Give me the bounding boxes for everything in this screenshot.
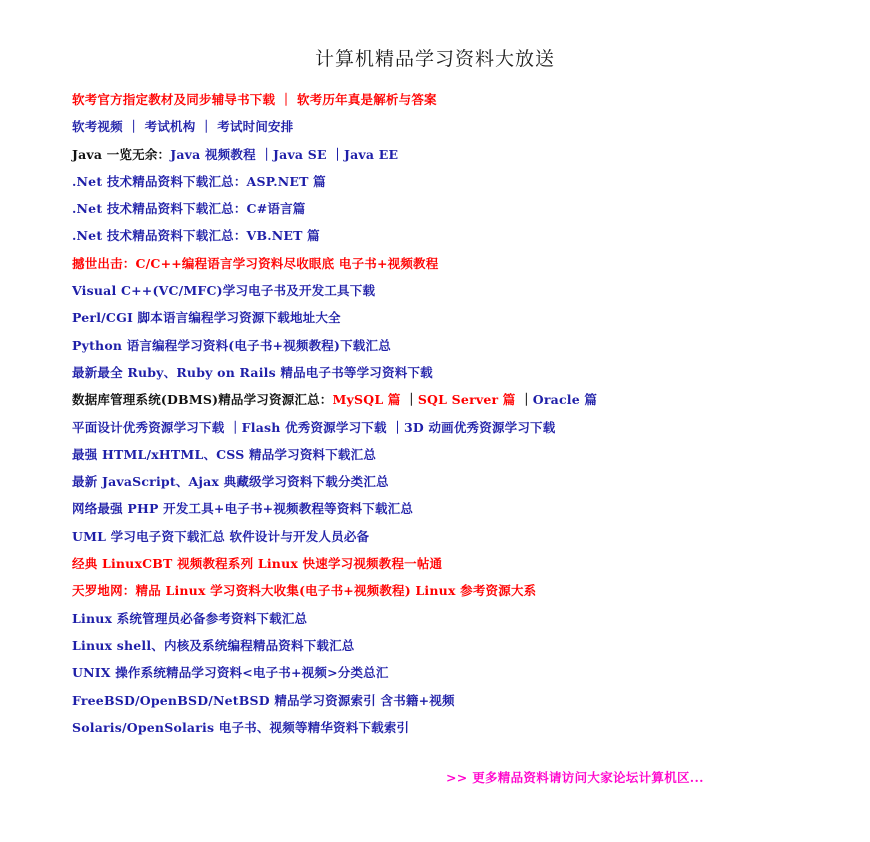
- resource-row: [72, 281, 852, 308]
- resource-link[interactable]: UML 学习电子资下载汇总 软件设计与开发人员必备: [72, 528, 370, 544]
- resource-link[interactable]: 3D 动画优秀资源学习下载: [403, 419, 556, 435]
- row-text: ｜: [195, 119, 218, 135]
- resource-link[interactable]: Oracle 篇: [532, 392, 598, 408]
- resource-row: [72, 172, 852, 199]
- resource-link[interactable]: Java SE: [273, 146, 327, 162]
- resource-link[interactable]: 软考官方指定教材及同步辅导书下载: [72, 92, 276, 107]
- resource-link[interactable]: FreeBSD/OpenBSD/NetBSD 精品学习资源索引 含书籍+视频: [72, 692, 455, 708]
- resource-row: [72, 145, 852, 172]
- resource-link[interactable]: Flash 优秀资源学习下载: [241, 419, 387, 435]
- row-text: ｜: [326, 146, 344, 162]
- resource-row: [72, 308, 852, 335]
- resource-row: [72, 527, 852, 554]
- resource-row: [72, 581, 852, 608]
- resource-row: [72, 691, 852, 718]
- resource-link[interactable]: .Net 技术精品资料下载汇总：ASP.NET 篇: [72, 173, 326, 189]
- resource-link[interactable]: Python 语言编程学习资料(电子书+视频教程)下载汇总: [72, 337, 391, 353]
- resource-link[interactable]: 最强 HTML/xHTML、CSS 精品学习资料下载汇总: [72, 446, 377, 462]
- resource-link[interactable]: 撼世出击：C/C++编程语言学习资料尽收眼底 电子书+视频教程: [72, 255, 439, 271]
- row-text: Java 一览无余：: [72, 146, 171, 162]
- page-title: 计算机精品学习资料大放送: [314, 48, 555, 70]
- resource-link[interactable]: 天罗地网：精品 Linux 学习资料大收集(电子书+视频教程) Linux 参考资源大系: [72, 583, 537, 599]
- resource-row: [72, 418, 852, 445]
- row-text: 数据库管理系统(DBMS)精品学习资源汇总：: [72, 392, 333, 408]
- resource-row: [72, 609, 852, 636]
- resource-link[interactable]: 软考视频: [72, 119, 123, 135]
- resource-link[interactable]: 最新最全 Ruby、Ruby on Rails 精品电子书等学习资料下载: [72, 364, 433, 380]
- row-text: ｜: [386, 419, 404, 435]
- resource-link[interactable]: SQL Server 篇: [417, 392, 516, 408]
- resource-row: [72, 90, 852, 117]
- more-resources-link[interactable]: >> 更多精品资料请访问大家论坛计算机区...: [446, 770, 704, 785]
- resource-link[interactable]: .Net 技术精品资料下载汇总：VB.NET 篇: [72, 228, 320, 244]
- row-text: ｜: [275, 92, 298, 107]
- resource-link[interactable]: Solaris/OpenSolaris 电子书、视频等精华资料下载索引: [72, 719, 410, 735]
- resource-link[interactable]: UNIX 操作系统精品学习资料<电子书+视频>分类总汇: [72, 665, 389, 681]
- resource-row: [72, 554, 852, 581]
- resource-link[interactable]: Perl/CGI 脚本语言编程学习资源下载地址大全: [72, 310, 341, 326]
- resource-row: [72, 472, 852, 499]
- row-text: ｜: [122, 119, 145, 135]
- resource-row: [72, 336, 852, 363]
- resource-link[interactable]: 软考历年真是解析与答案: [297, 92, 437, 107]
- resource-row: [72, 718, 852, 745]
- row-text: ｜: [400, 392, 418, 408]
- resource-row: [72, 254, 852, 281]
- row-text: ｜: [224, 419, 242, 435]
- resource-link[interactable]: Visual C++(VC/MFC)学习电子书及开发工具下载: [72, 283, 376, 299]
- resource-link[interactable]: 平面设计优秀资源学习下载: [72, 419, 225, 435]
- resource-row: [72, 117, 852, 144]
- resource-link[interactable]: 考试时间安排: [217, 119, 294, 135]
- row-text: ｜: [515, 392, 533, 408]
- resource-row: [72, 226, 852, 253]
- resource-link[interactable]: Linux shell、内核及系统编程精品资料下载汇总: [72, 637, 355, 653]
- resource-link[interactable]: .Net 技术精品资料下载汇总：C#语言篇: [72, 201, 306, 217]
- resource-link[interactable]: MySQL 篇: [332, 392, 401, 408]
- resource-row: [72, 663, 852, 690]
- resource-row: [72, 199, 852, 226]
- row-text: ｜: [255, 146, 274, 162]
- resource-row: [72, 636, 852, 663]
- resource-link[interactable]: Java 视频教程: [170, 146, 256, 162]
- resource-link-list: [72, 90, 852, 745]
- resource-row: [72, 390, 852, 417]
- resource-link[interactable]: Java EE: [343, 146, 399, 162]
- resource-row: [72, 363, 852, 390]
- resource-row: [72, 445, 852, 472]
- resource-link[interactable]: 考试机构: [144, 119, 196, 135]
- resource-row: [72, 499, 852, 526]
- resource-link[interactable]: 最新 JavaScript、Ajax 典藏级学习资料下载分类汇总: [72, 474, 389, 490]
- resource-link[interactable]: Linux 系统管理员必备参考资料下载汇总: [72, 610, 308, 626]
- resource-link[interactable]: 网络最强 PHP 开发工具+电子书+视频教程等资料下载汇总: [72, 501, 414, 517]
- resource-link[interactable]: 经典 LinuxCBT 视频教程系列 Linux 快速学习视频教程一帖通: [72, 556, 443, 572]
